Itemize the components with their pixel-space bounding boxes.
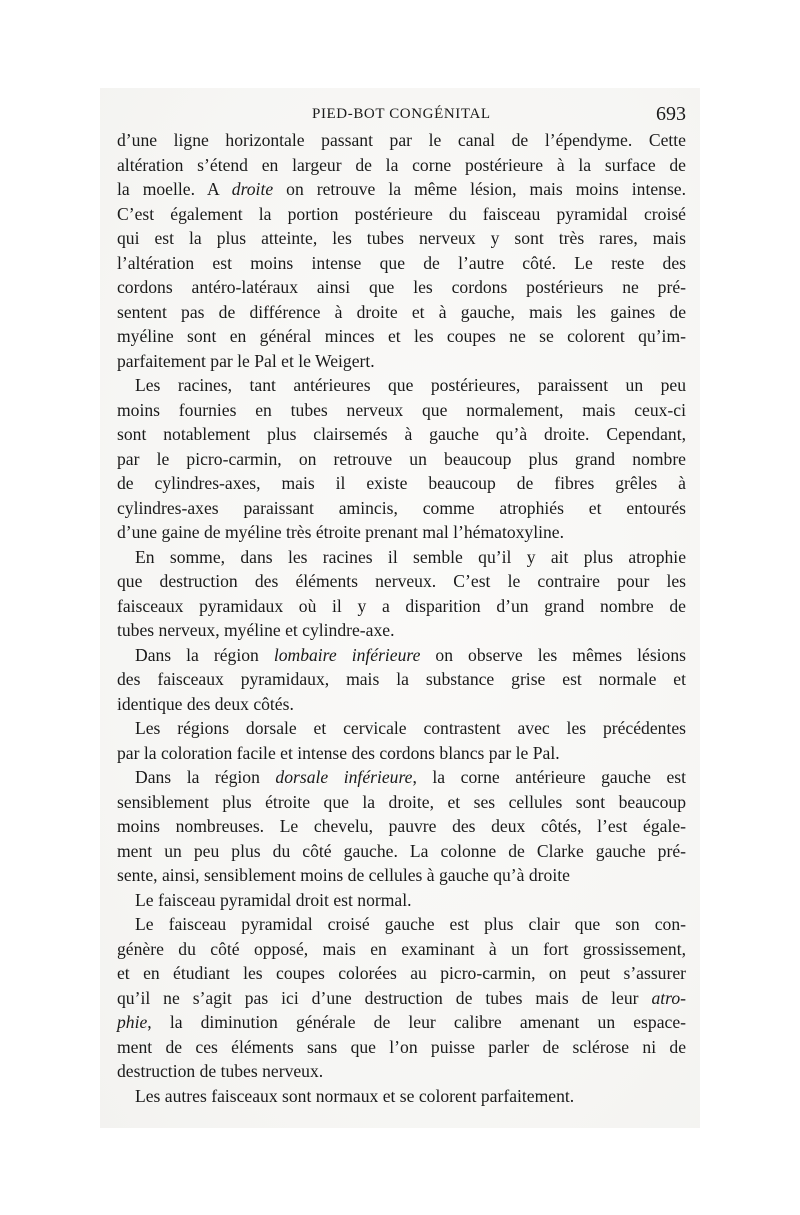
text-line bbox=[117, 667, 686, 692]
text-segment: parfaitement par le Pal et le Weigert. bbox=[117, 350, 375, 371]
text-segment: Dans la région bbox=[135, 644, 274, 665]
text-line bbox=[117, 324, 686, 349]
text-line bbox=[117, 520, 686, 545]
text-line bbox=[117, 251, 686, 276]
text-segment: de cylindres-axes, mais il existe beaucoup de fibres grêles à bbox=[117, 473, 686, 493]
text-line bbox=[117, 398, 686, 423]
text-line bbox=[117, 888, 686, 913]
text-line bbox=[117, 447, 686, 472]
text-segment: altération s’étend en largeur de la corne postérieure à la surface de bbox=[117, 154, 686, 175]
italic-text: phie bbox=[117, 1012, 148, 1032]
text-line bbox=[117, 618, 686, 643]
text-line bbox=[117, 1059, 686, 1084]
text-segment: ment un peu plus du côté gauche. La colonne de Clarke gauche pré- bbox=[117, 840, 686, 861]
text-line bbox=[117, 128, 686, 153]
text-segment: moins nombreuses. Le chevelu, pauvre des deux côtés, l’est égale- bbox=[117, 816, 686, 836]
text-segment: Le faisceau pyramidal droit est normal. bbox=[135, 889, 412, 910]
text-line bbox=[117, 716, 686, 741]
italic-text: dorsale inférieure bbox=[275, 767, 413, 787]
text-line bbox=[117, 153, 686, 178]
text-line bbox=[117, 422, 686, 447]
text-segment: C’est également la portion postérieure du faisceau pyramidal croisé bbox=[117, 203, 686, 224]
text-line bbox=[117, 765, 686, 790]
text-segment: par le picro-carmin, on retrouve un beaucoup plus grand nombre bbox=[117, 448, 686, 469]
text-segment: identique des deux côtés. bbox=[117, 693, 294, 714]
text-segment: sont notablement plus clairsemés à gauche qu’à droite. Cependant, bbox=[117, 424, 686, 444]
italic-text: atro- bbox=[651, 987, 686, 1008]
text-segment: myéline sont en général minces et les coupes ne se colorent qu’im- bbox=[117, 326, 686, 346]
page-header bbox=[117, 103, 686, 127]
text-segment: sentent pas de différence à droite et à gauche, mais les gaines de bbox=[117, 301, 686, 322]
text-segment: l’altération est moins intense que de l’autre côté. Le reste des bbox=[117, 252, 686, 273]
text-line bbox=[117, 1084, 686, 1109]
text-segment: sente, ainsi, sensiblement moins de cellules à gauche qu’à droite bbox=[117, 865, 570, 885]
text-segment: Les autres faisceaux sont normaux et se colorent parfaitement. bbox=[135, 1085, 575, 1106]
text-segment: sensiblement plus étroite que la droite, et ses cellules sont beaucoup bbox=[117, 791, 686, 812]
text-line bbox=[117, 912, 686, 937]
text-segment: , la diminution générale de leur calibre amenant un espace- bbox=[147, 1012, 686, 1032]
running-title: PIED-BOT CONGÉNITAL bbox=[312, 106, 491, 122]
text-line bbox=[117, 177, 686, 202]
text-segment: qu’il ne s’agit pas ici d’une destruction de tubes mais de leur bbox=[117, 987, 652, 1008]
text-segment: par la coloration facile et intense des cordons blancs par le Pal. bbox=[117, 742, 560, 763]
text-segment: Les régions dorsale et cervicale contrastent avec les précédentes bbox=[135, 718, 686, 738]
text-line bbox=[117, 1035, 686, 1060]
text-line bbox=[117, 643, 686, 668]
text-segment: En somme, dans les racines il semble qu’il y ait plus atrophie bbox=[135, 546, 686, 567]
text-segment: cylindres-axes paraissant amincis, comme atrophiés et entourés bbox=[117, 497, 686, 518]
text-line bbox=[117, 692, 686, 717]
text-segment: génère du côté opposé, mais en examinant à un fort grossissement, bbox=[117, 938, 686, 959]
text-segment: faisceaux pyramidaux où il y a disparition d’un grand nombre de bbox=[117, 595, 686, 616]
text-segment: que destruction des éléments nerveux. C’est le contraire pour les bbox=[117, 571, 686, 591]
text-segment: d’une ligne horizontale passant par le canal de l’épendyme. Cette bbox=[117, 130, 686, 150]
text-line bbox=[117, 594, 686, 619]
text-segment: ment de ces éléments sans que l’on puisse parler de sclérose ni de bbox=[117, 1036, 686, 1057]
text-segment: Les racines, tant antérieures que postérieures, paraissent un peu bbox=[135, 375, 686, 395]
text-segment: on observe les mêmes lésions bbox=[420, 644, 686, 665]
text-line bbox=[117, 545, 686, 570]
text-segment: cordons antéro-latéraux ainsi que les cordons postérieurs ne pré- bbox=[117, 277, 686, 297]
text-line bbox=[117, 226, 686, 251]
text-line bbox=[117, 863, 686, 888]
text-line bbox=[117, 814, 686, 839]
text-line bbox=[117, 569, 686, 594]
text-segment: la moelle. A bbox=[117, 179, 232, 199]
text-segment: Le faisceau pyramidal croisé gauche est plus clair que son con- bbox=[135, 914, 686, 934]
text-line bbox=[117, 986, 686, 1011]
text-segment: moins fournies en tubes nerveux que normalement, mais ceux-ci bbox=[117, 399, 686, 420]
text-line bbox=[117, 839, 686, 864]
text-line bbox=[117, 202, 686, 227]
text-line bbox=[117, 275, 686, 300]
text-segment: on retrouve la même lésion, mais moins intense. bbox=[273, 179, 686, 199]
text-segment: qui est la plus atteinte, les tubes nerveux y sont très rares, mais bbox=[117, 228, 686, 248]
text-line bbox=[117, 496, 686, 521]
text-line bbox=[117, 300, 686, 325]
italic-text: droite bbox=[231, 179, 274, 199]
italic-text: lombaire inférieure bbox=[273, 644, 421, 665]
text-segment: d’une gaine de myéline très étroite prenant mal l’hématoxyline. bbox=[117, 522, 565, 542]
text-line bbox=[117, 790, 686, 815]
text-line bbox=[117, 373, 686, 398]
text-line bbox=[117, 961, 686, 986]
text-segment: et en étudiant les coupes colorées au picro-carmin, on peut s’assurer bbox=[117, 963, 686, 983]
text-segment: , la corne antérieure gauche est bbox=[412, 767, 687, 787]
page-number: 693 bbox=[656, 103, 686, 125]
text-segment: Dans la région bbox=[135, 767, 276, 787]
text-line bbox=[117, 741, 686, 766]
text-line bbox=[117, 349, 686, 374]
text-segment: tubes nerveux, myéline et cylindre-axe. bbox=[117, 620, 395, 640]
body-text bbox=[117, 128, 686, 1108]
text-segment: destruction de tubes nerveux. bbox=[117, 1061, 324, 1081]
text-line bbox=[117, 471, 686, 496]
text-line bbox=[117, 1010, 686, 1035]
text-segment: des faisceaux pyramidaux, mais la substance grise est normale et bbox=[117, 669, 686, 689]
text-line bbox=[117, 937, 686, 962]
